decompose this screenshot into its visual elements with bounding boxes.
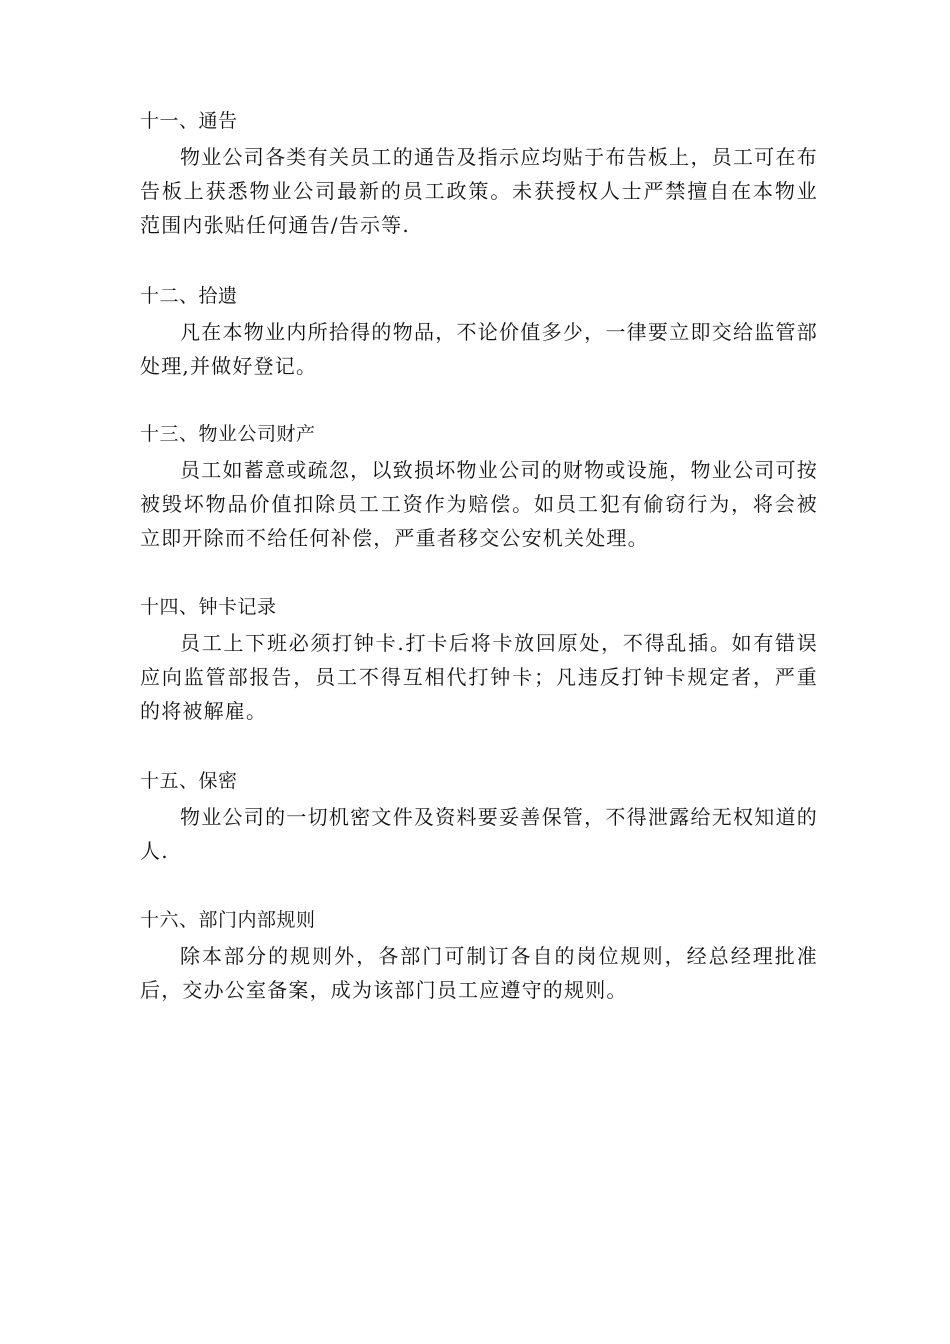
- section-heading: 十一、通告: [140, 110, 238, 132]
- section-paragraph: 凡在本物业内所拾得的物品，不论价值多少，一律要立即交给监管部处理,并做好登记。: [140, 320, 818, 378]
- section-heading: 十六、部门内部规则: [140, 909, 316, 931]
- section-heading: 十三、物业公司财产: [140, 423, 316, 445]
- section-lost-found: [140, 279, 818, 383]
- section-department-rules: [140, 903, 818, 1007]
- section-paragraph: 物业公司各类有关员工的通告及指示应均贴于布告板上，员工可在布告板上获悉物业公司最新的员工政策。未获授权人士严禁擅自在本物业范围内张贴任何通告/告示等.: [140, 145, 818, 237]
- section-paragraph: 员工如蓄意或疏忽，以致损坏物业公司的财物或设施，物业公司可按被毁坏物品价值扣除员工工资作为赔偿。如员工犯有偷窃行为，将会被立即开除而不给任何补偿，严重者移交公安机关处理。: [140, 458, 818, 550]
- section-company-property: [140, 417, 818, 555]
- section-notices: [140, 104, 818, 242]
- section-heading: 十四、钟卡记录: [140, 596, 277, 618]
- section-time-card: [140, 590, 818, 728]
- section-paragraph: 员工上下班必须打钟卡.打卡后将卡放回原处，不得乱插。如有错误应向监管部报告，员工不得互相代打钟卡；凡违反打钟卡规定者，严重的将被解雇。: [140, 631, 818, 723]
- document-body: [140, 104, 818, 1039]
- section-paragraph: 除本部分的规则外，各部门可制订各自的岗位规则，经总经理批准后，交办公室备案，成为该部门员工应遵守的规则。: [140, 944, 818, 1002]
- section-heading: 十二、拾遗: [140, 285, 238, 307]
- section-paragraph: 物业公司的一切机密文件及资料要妥善保管，不得泄露给无权知道的人.: [140, 805, 818, 863]
- section-heading: 十五、保密: [140, 770, 238, 792]
- section-confidentiality: [140, 764, 818, 868]
